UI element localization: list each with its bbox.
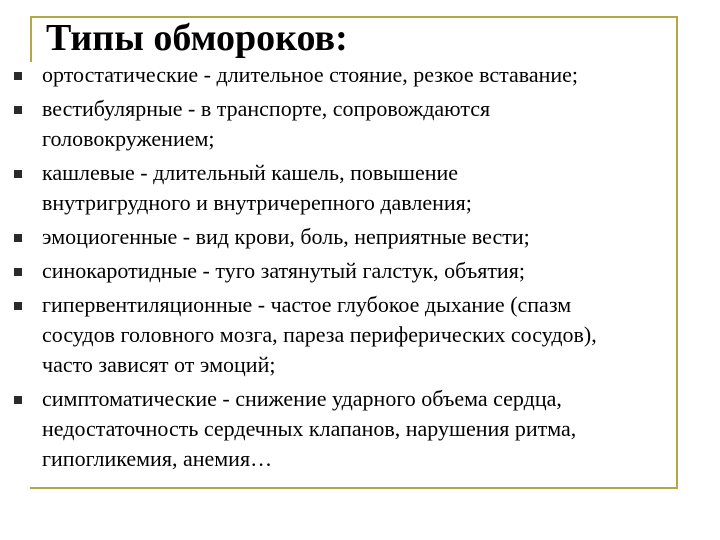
list-item-line: часто зависят от эмоций; (42, 352, 276, 377)
square-bullet-icon (14, 234, 22, 242)
slide-frame-bottom (30, 487, 678, 489)
list-item-line: ортостатические - длительное стояние, резкое вставание; (42, 62, 579, 87)
list-item-symptomatic (0, 384, 702, 474)
list-item-synocarotid (0, 256, 702, 286)
square-bullet-icon (14, 170, 22, 178)
list-item-line: синокаротидные - туго затянутый галстук, объятия; (42, 258, 525, 283)
list-item-line: сосудов головного мозга, пареза периферических сосудов), (42, 322, 597, 347)
list-item-line: кашлевые - длительный кашель, повышение (42, 160, 459, 185)
list-item-line: гипервентиляционные - частое глубокое дыхание (спазм (42, 292, 572, 317)
list-item-line: гипогликемия, анемия… (42, 446, 273, 471)
list-item-emotional (0, 222, 702, 252)
list-item-line: эмоциогенные - вид крови, боль, неприятные вести; (42, 224, 530, 249)
list-item-line: внутригрудного и внутричерепного давления; (42, 190, 472, 215)
square-bullet-icon (14, 268, 22, 276)
list-item-vestibular (0, 94, 702, 154)
slide-title: Типы обмороков: (46, 17, 348, 59)
list-item-orthostatic (0, 60, 702, 90)
square-bullet-icon (14, 396, 22, 404)
list-item-cough (0, 158, 702, 218)
slide-frame-left (30, 16, 32, 62)
square-bullet-icon (14, 106, 22, 114)
list-item-line: головокружением; (42, 126, 215, 151)
list-item-line: вестибулярные - в транспорте, сопровождаются (42, 96, 491, 121)
list-item-line: недостаточность сердечных клапанов, нарушения ритма, (42, 416, 577, 441)
square-bullet-icon (14, 302, 22, 310)
square-bullet-icon (14, 72, 22, 80)
bullet-list (0, 60, 720, 478)
list-item-hyperventilation (0, 290, 702, 380)
list-item-line: симптоматические - снижение ударного объема сердца, (42, 386, 562, 411)
